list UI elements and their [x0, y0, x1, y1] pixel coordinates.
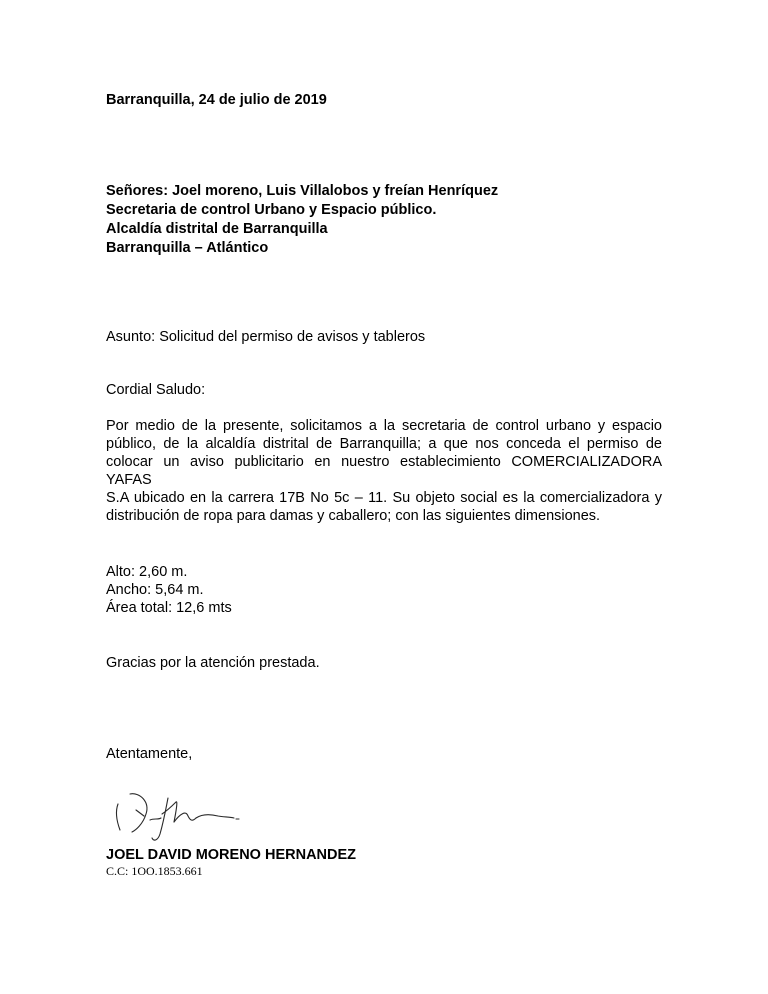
signer-id: C.C: 1OO.1853.661	[106, 864, 203, 878]
recipient-names: Señores: Joel moreno, Luis Villalobos y freían Henríquez	[106, 183, 499, 199]
body-line: Por medio de la presente, solicitamos a la secretaria de control urbano y espacio	[106, 418, 662, 434]
body-line: público, de la alcaldía distrital de Barranquilla; a que nos conceda el permiso de	[106, 436, 662, 452]
thanks-line: Gracias por la atención prestada.	[106, 655, 320, 671]
recipient-city: Barranquilla – Atlántico	[106, 240, 269, 256]
body-paragraph	[106, 417, 662, 525]
dimensions-list	[106, 563, 662, 617]
signer-name: JOEL DAVID MORENO HERNANDEZ	[106, 847, 357, 863]
recipient-block	[106, 182, 662, 258]
dimension-area: Área total: 12,6 mts	[106, 600, 232, 616]
subject-line: Asunto: Solicitud del permiso de avisos y tableros	[106, 329, 426, 345]
greeting: Cordial Saludo:	[106, 382, 206, 398]
recipient-department: Secretaria de control Urbano y Espacio público.	[106, 202, 437, 218]
date-line: Barranquilla, 24 de julio de 2019	[106, 92, 327, 108]
dimension-height: Alto: 2,60 m.	[106, 564, 188, 580]
body-line: S.A ubicado en la carrera 17B No 5c – 11. Su objeto social es la comercializadora y	[106, 490, 662, 506]
recipient-institution: Alcaldía distrital de Barranquilla	[106, 221, 328, 237]
dimension-width: Ancho: 5,64 m.	[106, 582, 204, 598]
body-line: colocar un aviso publicitario en nuestro establecimiento COMERCIALIZADORA YAFAS	[106, 454, 662, 488]
handwritten-signature	[106, 778, 246, 844]
closing-line: Atentamente,	[106, 746, 193, 762]
body-line: distribución de ropa para damas y caballero; con las siguientes dimensiones.	[106, 508, 601, 524]
